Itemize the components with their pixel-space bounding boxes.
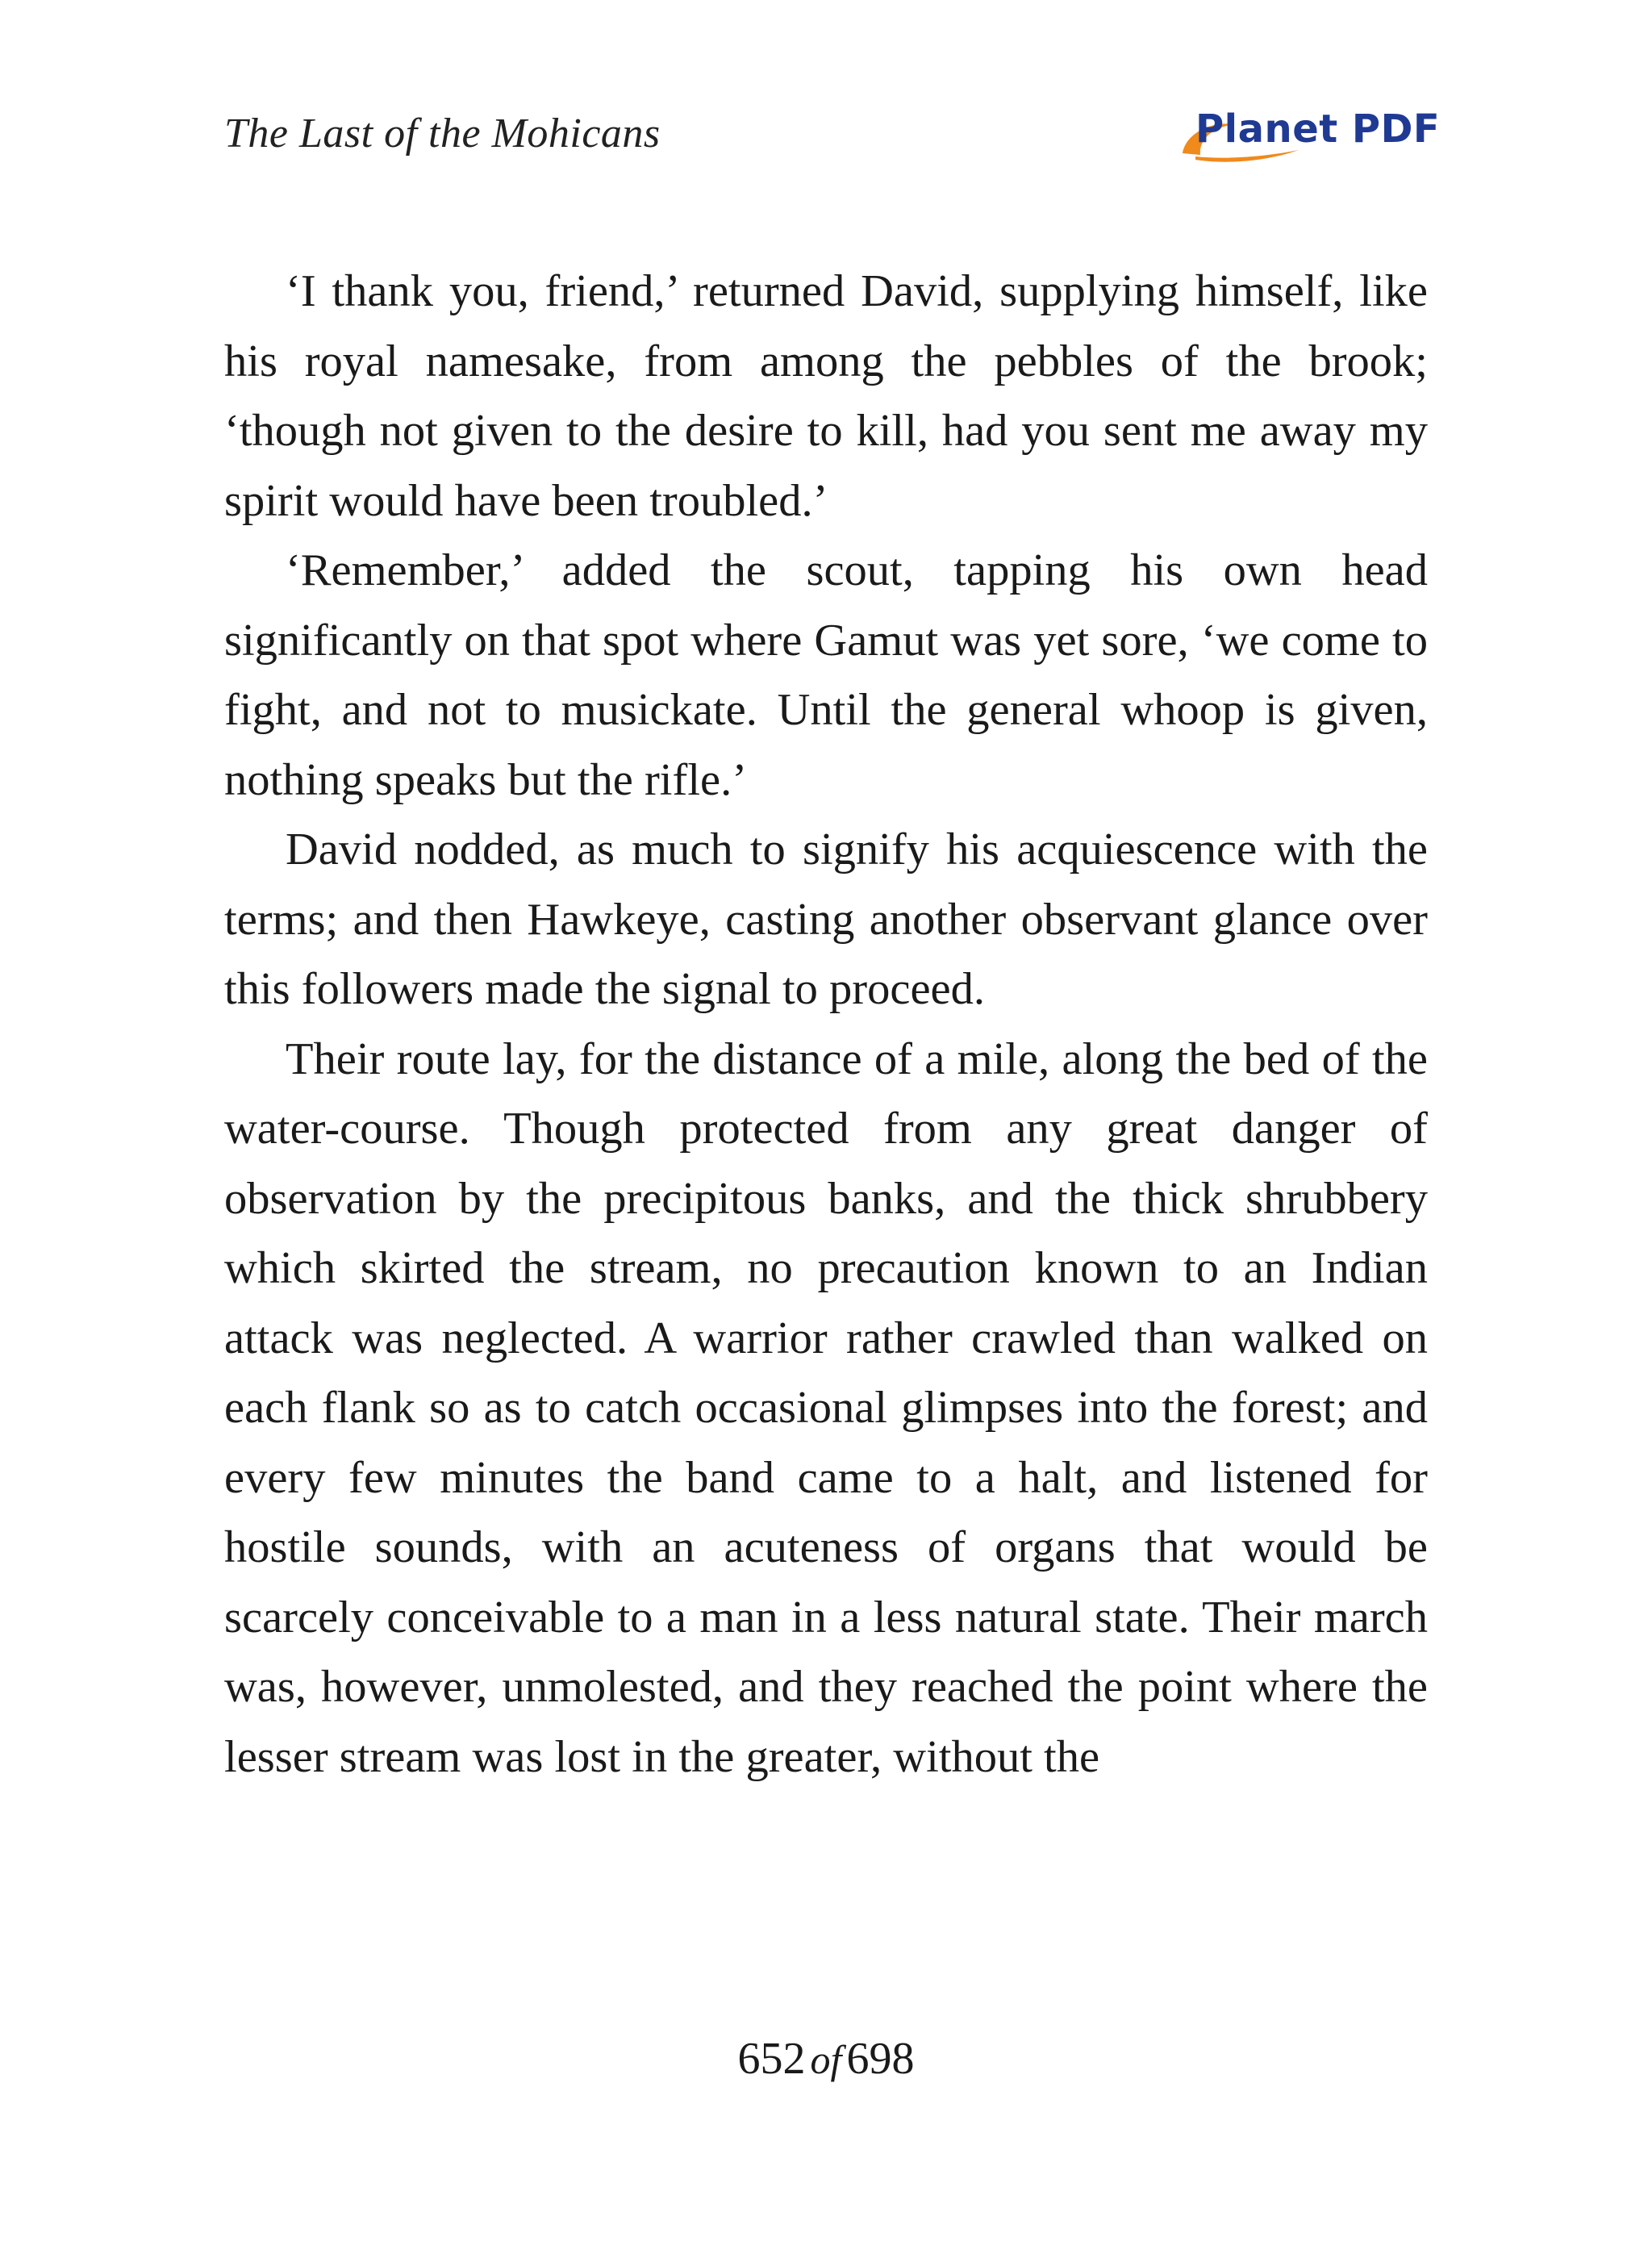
- paragraph-2: ‘Remember,’ added the scout, tapping his own head significantly on that spot where Gamut was yet sore, ‘we come to fight, and not to musickate. Until the general whoop is given, nothing speaks but the rifle.’: [224, 545, 1428, 805]
- paragraph-3: David nodded, as much to signify his acquiescence with the terms; and then Hawkeye, casting another observant glance over this followers made the signal to proceed.: [224, 824, 1428, 1014]
- page-number: [0, 2033, 1652, 2085]
- book-title: The Last of the Mohicans: [224, 111, 661, 157]
- page-header: [224, 103, 1441, 176]
- page-body: [224, 257, 1428, 1792]
- planet-pdf-logo: [1178, 103, 1441, 168]
- total-pages: 698: [846, 2034, 915, 2084]
- logo-text: Planet PDF: [1195, 106, 1441, 152]
- current-page: 652: [737, 2034, 806, 2084]
- page-separator: of: [810, 2037, 842, 2082]
- paragraph-4: Their route lay, for the distance of a mile, along the bed of the water-course. Though protected from any great danger of observation by the precipitous banks, and the thick shrubbery which skirted the stream, no precaution known to an Indian attack was neglected. A warrior rather crawled than walked on each flank so as to catch occasional glimpses into the forest; and every few minutes the band came to a halt, and listened for hostile sounds, with an acuteness of organs that would be scarcely conceivable to a man in a less natural state. Their march was, however, unmolested, and they reached the point where the lesser stream was lost in the greater, without the: [224, 1033, 1428, 1782]
- paragraph-1: ‘I thank you, friend,’ returned David, supplying himself, like his royal namesake, from among the pebbles of the brook; ‘though not given to the desire to kill, had you sent me away my spirit would have been troubled.’: [224, 266, 1428, 526]
